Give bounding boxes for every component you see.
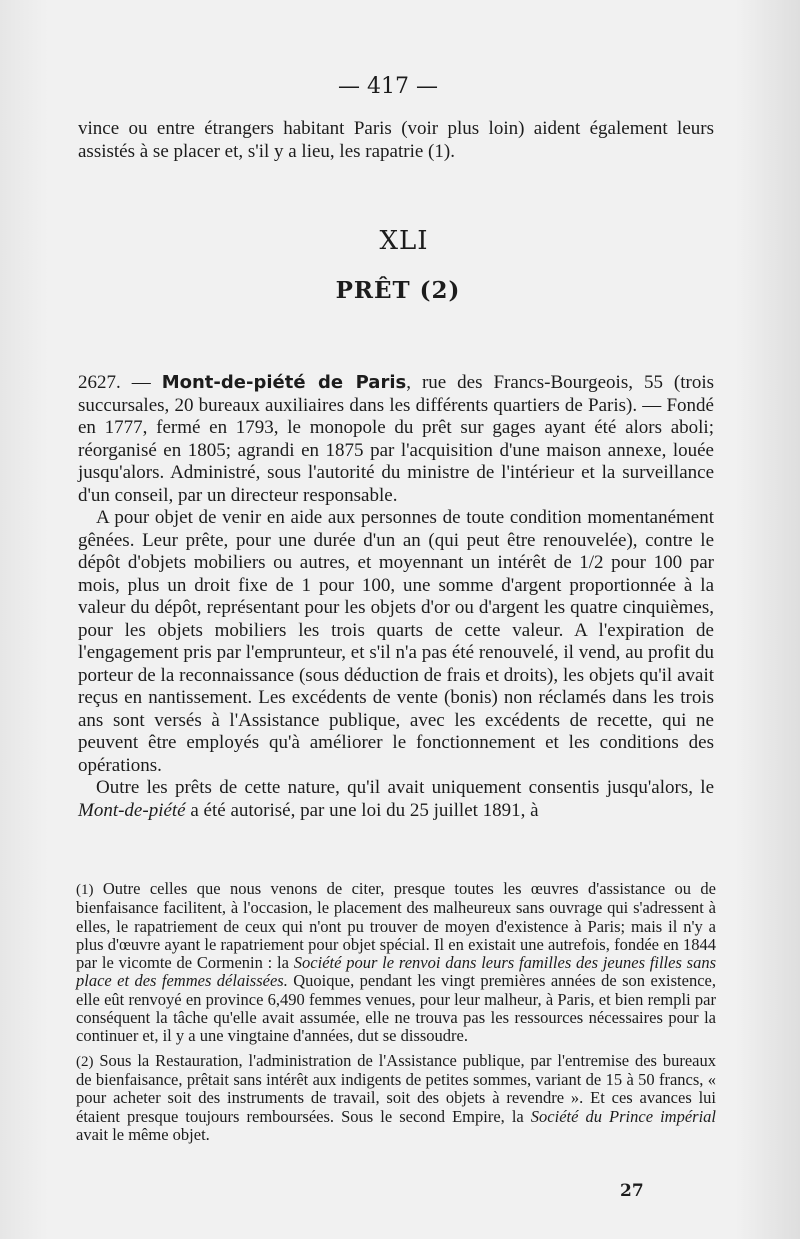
article-body — [78, 372, 714, 822]
intro-paragraph: vince ou entre étrangers habitant Paris (voir plus loin) aident également leurs assistés à se placer et, s'il y a lieu, les rapatrie (1). — [78, 118, 714, 162]
article-paragraph-2: A pour objet de venir en aide aux personnes de toute condition momentanément gênées. Leur prête, pour une durée d'un an (qui peut être renouvelée), contre le dépôt d'objets mobiliers ou autres, et moyennant un intérêt de 1/2 pour 100 par mois, plus un droit fixe de 1 pour 100, une somme d'argent proportionnée à la valeur du dépôt, représentant pour les objets d'or ou d'argent les quatre cinquièmes, pour les objets mobiliers les trois quarts de cette valeur. A l'expiration de l'engagement pris par l'emprunteur, et s'il n'a pas été renouvelé, il vend, au profit du porteur de la reconnaissance (sous déduction de frais et droits), les objets qu'il avait reçus en nantissement. Les excédents de vente (bonis) non réclamés dans les trois ans sont versés à l'Assistance publique, avec les excédents de recette, qui ne peuvent être employés qu'à améliorer le fonctionnement et les conditions des opérations. — [78, 507, 714, 776]
chapter-number: XLI — [379, 226, 429, 256]
footnote-1-text-a: Outre celles que nous venons de citer, presque toutes les œuvres d'assistance ou de bienfaisance facilitent, à l'occasion, le placement des malheureux sans ouvrage qui s'adressent à elles, le rapatriement de ceux qui n'ont pu trouver de moyen d'existence à Paris; mais il n'y a plus d'œuvre ayant le rapatriement pour objet spécial. Il en existait une autrefois, fondée en 1844 par le vicomte de Cormenin : la — [76, 879, 716, 973]
article-paragraph-1 — [78, 372, 714, 507]
footnotes — [76, 880, 716, 1150]
article-paragraph-3 — [78, 777, 714, 822]
page-number: — 417 — — [338, 74, 438, 99]
article-paragraph-3-end: a été autorisé, par une loi du 25 juillet 1891, à — [185, 799, 539, 821]
article-paragraph-3-emphasis: Mont-de-piété — [78, 799, 186, 821]
footnote-1-text-b: Quoique, pendant les vingt premières années de son existence, elle eût renvoyé en province 6,490 femmes venues, pour leur malheur, à Paris, et bien rempli par conséquent la tâche qu'elle avait assumée, elle ne trouva pas les ressources nécessaires pour la continuer et, il y a une vingtaine d'années, dut se dissoudre. — [76, 971, 716, 1046]
chapter-title: PRÊT (2) — [335, 277, 461, 304]
footnote-2-emphasis: Société du Prince impérial — [530, 1106, 716, 1126]
footnote-2-text-b: avait le même objet. — [76, 1124, 210, 1144]
footnote-1-emphasis: Société pour le renvoi dans leurs familles des jeunes filles sans place et des femmes délaissées. — [76, 953, 717, 991]
article-number: 2627. — — [78, 372, 151, 393]
footnote-1 — [76, 880, 716, 1046]
footnote-2 — [76, 1052, 716, 1144]
article-heading: Mont-de-piété de Paris — [161, 372, 407, 393]
footnote-1-marker: (1) — [76, 882, 94, 898]
article-paragraph-1-text: , rue des Francs-Bourgeois, 55 (trois succursales, 20 bureaux auxiliaires dans les différents quartiers de Paris). — Fondé en 1777, fermé en 1793, le monopole du prêt sur gages ayant été alors aboli; réorganisé en 1805; agrandi en 1875 par l'acquisition d'une maison annexe, louée jusqu'alors. Administré, sous l'autorité du ministre de l'intérieur et la surveillance d'un conseil, par un directeur responsable. — [78, 372, 715, 506]
signature-mark: 27 — [620, 1181, 644, 1201]
footnote-2-text-a: Sous la Restauration, l'administration de l'Assistance publique, par l'entremise des bureaux de bienfaisance, prêtait sans intérêt aux indigents de petites sommes, variant de 15 à 50 francs, « pour acheter soit des instruments de travail, soit des objets à revendre ». Et ces avances lui étaient presque toujours remboursées. Sous le second Empire, la — [76, 1050, 716, 1126]
article-paragraph-3-start: Outre les prêts de cette nature, qu'il avait uniquement consentis jusqu'alors, le — [96, 777, 714, 798]
footnote-2-marker: (2) — [76, 1053, 94, 1070]
